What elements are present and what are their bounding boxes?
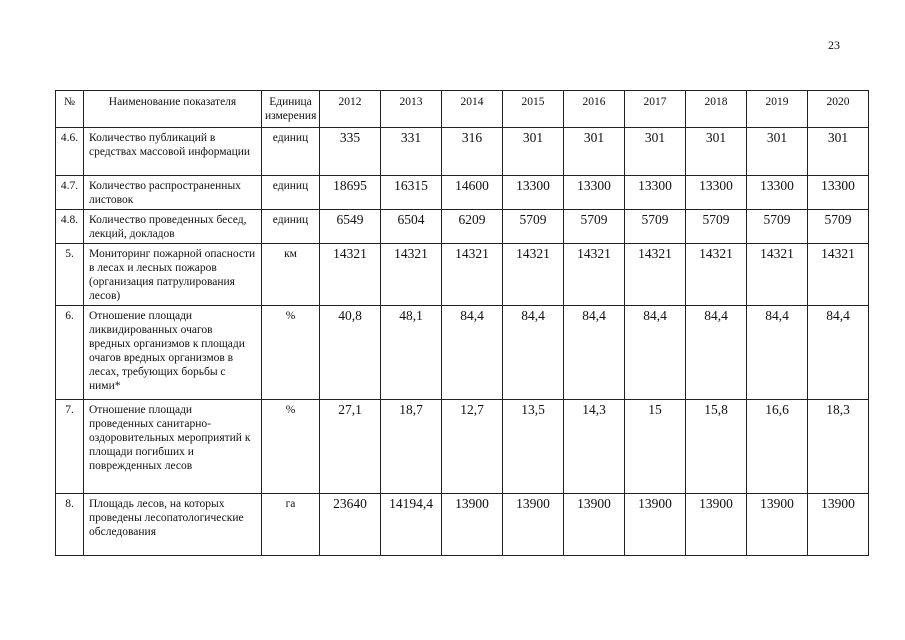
table-row <box>56 176 869 210</box>
unit-cell: % <box>262 306 320 400</box>
value-cell: 14600 <box>442 176 503 210</box>
unit-cell: единиц <box>262 210 320 244</box>
value-cell: 84,4 <box>625 306 686 400</box>
value-cell: 84,4 <box>808 306 869 400</box>
value-cell: 18,3 <box>808 400 869 494</box>
value-cell: 48,1 <box>381 306 442 400</box>
value-cell: 301 <box>503 128 564 176</box>
row-number: 8. <box>56 494 84 556</box>
value-cell: 6209 <box>442 210 503 244</box>
header-year: 2016 <box>564 91 625 128</box>
value-cell: 331 <box>381 128 442 176</box>
row-number: 6. <box>56 306 84 400</box>
value-cell: 301 <box>808 128 869 176</box>
value-cell: 5709 <box>503 210 564 244</box>
page-number: 23 <box>828 38 840 52</box>
row-number: 4.7. <box>56 176 84 210</box>
value-cell: 14321 <box>320 244 381 306</box>
indicator-name: Количество проведенных бесед, лекций, докладов <box>84 210 262 244</box>
value-cell: 301 <box>686 128 747 176</box>
unit-cell: км <box>262 244 320 306</box>
value-cell: 301 <box>747 128 808 176</box>
value-cell: 335 <box>320 128 381 176</box>
table-row <box>56 210 869 244</box>
value-cell: 15 <box>625 400 686 494</box>
value-cell: 13900 <box>442 494 503 556</box>
header-row <box>56 91 869 128</box>
value-cell: 6549 <box>320 210 381 244</box>
indicator-name: Мониторинг пожарной опасности в лесах и лесных пожаров (организация патрулирования лесов) <box>84 244 262 306</box>
value-cell: 84,4 <box>564 306 625 400</box>
value-cell: 40,8 <box>320 306 381 400</box>
header-year: 2013 <box>381 91 442 128</box>
unit-cell: единиц <box>262 128 320 176</box>
value-cell: 18695 <box>320 176 381 210</box>
header-year: 2014 <box>442 91 503 128</box>
value-cell: 12,7 <box>442 400 503 494</box>
value-cell: 14321 <box>442 244 503 306</box>
unit-cell: га <box>262 494 320 556</box>
value-cell: 5709 <box>808 210 869 244</box>
value-cell: 13300 <box>808 176 869 210</box>
value-cell: 14321 <box>503 244 564 306</box>
header-year: 2012 <box>320 91 381 128</box>
table-row <box>56 244 869 306</box>
value-cell: 13300 <box>503 176 564 210</box>
value-cell: 13900 <box>625 494 686 556</box>
value-cell: 13300 <box>625 176 686 210</box>
header-num: № <box>56 91 84 128</box>
value-cell: 13300 <box>686 176 747 210</box>
indicator-name: Количество публикаций в средствах массовой информации <box>84 128 262 176</box>
header-year: 2017 <box>625 91 686 128</box>
row-number: 5. <box>56 244 84 306</box>
row-number: 7. <box>56 400 84 494</box>
indicator-name: Отношение площади проведенных санитарно-оздоровительных мероприятий к площади погибших и поврежденных лесов <box>84 400 262 494</box>
value-cell: 14321 <box>564 244 625 306</box>
value-cell: 5709 <box>625 210 686 244</box>
unit-cell: единиц <box>262 176 320 210</box>
value-cell: 14321 <box>625 244 686 306</box>
value-cell: 5709 <box>747 210 808 244</box>
unit-cell: % <box>262 400 320 494</box>
value-cell: 14194,4 <box>381 494 442 556</box>
table-row <box>56 306 869 400</box>
value-cell: 13900 <box>564 494 625 556</box>
value-cell: 316 <box>442 128 503 176</box>
value-cell: 84,4 <box>442 306 503 400</box>
table-row <box>56 400 869 494</box>
header-year: 2015 <box>503 91 564 128</box>
header-year: 2018 <box>686 91 747 128</box>
value-cell: 13900 <box>808 494 869 556</box>
indicator-name: Количество распространенных листовок <box>84 176 262 210</box>
row-number: 4.6. <box>56 128 84 176</box>
value-cell: 84,4 <box>503 306 564 400</box>
indicator-name: Площадь лесов, на которых проведены лесопатологические обследования <box>84 494 262 556</box>
header-name: Наименование показателя <box>84 91 262 128</box>
header-year: 2020 <box>808 91 869 128</box>
value-cell: 84,4 <box>686 306 747 400</box>
value-cell: 15,8 <box>686 400 747 494</box>
value-cell: 13900 <box>503 494 564 556</box>
indicator-name: Отношение площади ликвидированных очагов вредных организмов к площади очагов вредных организмов в лесах, требующих борьбы с ними* <box>84 306 262 400</box>
value-cell: 16,6 <box>747 400 808 494</box>
value-cell: 6504 <box>381 210 442 244</box>
value-cell: 18,7 <box>381 400 442 494</box>
value-cell: 27,1 <box>320 400 381 494</box>
value-cell: 13300 <box>564 176 625 210</box>
value-cell: 14321 <box>381 244 442 306</box>
header-unit: Единица измерения <box>262 91 320 128</box>
value-cell: 14321 <box>686 244 747 306</box>
row-number: 4.8. <box>56 210 84 244</box>
value-cell: 13900 <box>686 494 747 556</box>
table-row <box>56 494 869 556</box>
value-cell: 13900 <box>747 494 808 556</box>
value-cell: 14,3 <box>564 400 625 494</box>
indicators-table <box>55 90 869 556</box>
value-cell: 13300 <box>747 176 808 210</box>
value-cell: 301 <box>564 128 625 176</box>
value-cell: 23640 <box>320 494 381 556</box>
value-cell: 16315 <box>381 176 442 210</box>
value-cell: 5709 <box>686 210 747 244</box>
value-cell: 13,5 <box>503 400 564 494</box>
value-cell: 84,4 <box>747 306 808 400</box>
value-cell: 14321 <box>808 244 869 306</box>
table-row <box>56 128 869 176</box>
value-cell: 5709 <box>564 210 625 244</box>
value-cell: 14321 <box>747 244 808 306</box>
header-year: 2019 <box>747 91 808 128</box>
value-cell: 301 <box>625 128 686 176</box>
